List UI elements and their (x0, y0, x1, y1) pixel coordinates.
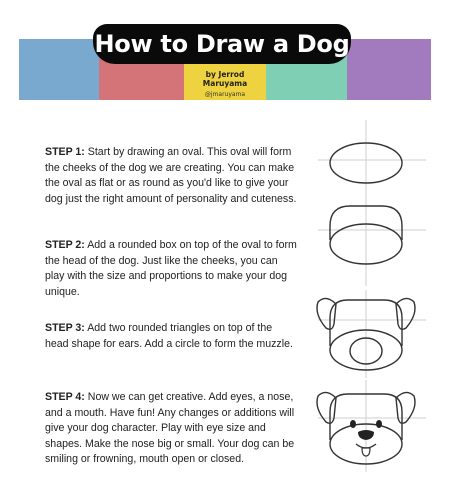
step-2-head-drawing (312, 200, 432, 288)
step-2-label: STEP 2: (45, 239, 85, 251)
author-name: by Jerrod Maruyama (202, 70, 248, 88)
step-3-text (45, 321, 297, 352)
nose (358, 430, 374, 440)
left-eye (350, 420, 356, 428)
color-band-purple (347, 39, 431, 100)
title-banner (93, 24, 351, 64)
step-1-text (45, 145, 297, 207)
step-1-oval-drawing (312, 118, 432, 204)
step-3-label: STEP 3: (45, 322, 85, 334)
step-3-body: Add two rounded triangles on top of the head shape for ears. Add a circle to form the muzzle. (45, 322, 293, 350)
color-band-blue (19, 39, 99, 100)
page-title: How to Draw a Dog (94, 30, 350, 58)
step-4-label: STEP 4: (45, 391, 85, 403)
step-2-body: Add a rounded box on top of the oval to form the head of the dog. Just like the cheeks, you can play with the size and proportions to make your dog unique. (45, 239, 297, 298)
step-1-label: STEP 1: (45, 146, 85, 158)
step-4-text (45, 390, 297, 468)
tongue (362, 448, 370, 456)
author-handle: @jmaruyama (204, 91, 246, 98)
right-eye (376, 420, 382, 428)
step-1-body: Start by drawing an oval. This oval will form the cheeks of the dog we are creating. You can make the oval as flat or as round as you'd like to give your dog just the right amount of personality and cuteness. (45, 146, 297, 205)
step-4-body: Now we can get creative. Add eyes, a nose, and a mouth. Have fun! Any changes or additions will give your dog character. Play with eye size and shapes. Make the nose big or small. Your dog can be smiling or frowning, mouth open or closed. (45, 391, 295, 465)
step-2-text (45, 238, 297, 300)
step-3-ears-drawing (312, 288, 432, 380)
step-4-dog-face-drawing (312, 378, 432, 474)
byline (184, 70, 266, 98)
